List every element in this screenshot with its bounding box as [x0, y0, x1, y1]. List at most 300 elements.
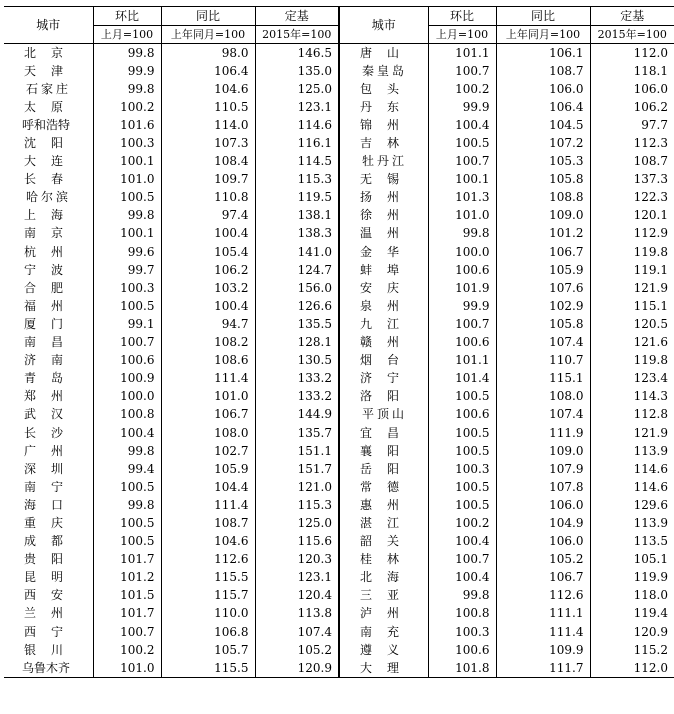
- base-header-right: 定基: [590, 7, 674, 26]
- mom-header-right: 环比: [428, 7, 496, 26]
- city-name-right: 蚌埠: [339, 261, 428, 279]
- yoy-value-right: 109.9: [496, 641, 590, 659]
- yoy-value: 110.8: [161, 189, 255, 207]
- base-value: 130.5: [255, 352, 339, 370]
- table-row: [4, 478, 674, 496]
- table-row: [4, 496, 674, 514]
- city-name: 银川: [24, 642, 79, 657]
- table-row: [4, 460, 674, 478]
- city-name-right: 襄阳: [339, 442, 428, 460]
- mom-value: 100.5: [93, 514, 161, 532]
- mom-value: 100.3: [93, 134, 161, 152]
- yoy-value-right: 111.7: [496, 659, 590, 678]
- city-name-right: 大理: [339, 659, 428, 678]
- table-row: [4, 533, 674, 551]
- mom-value: 100.9: [93, 370, 161, 388]
- base-value-right: 121.9: [590, 279, 674, 297]
- city-name-right: 温州: [339, 225, 428, 243]
- base-value-right: 112.8: [590, 406, 674, 424]
- city-name: 哈尔滨: [26, 190, 72, 205]
- mom-value: 100.6: [93, 352, 161, 370]
- city-name: 济南: [24, 353, 79, 368]
- mom-value-right: 101.8: [428, 659, 496, 678]
- city-name: 成都: [24, 534, 79, 549]
- table-row: [4, 659, 674, 678]
- table-row: [4, 388, 674, 406]
- base-value: 120.9: [255, 659, 339, 678]
- city-name: 兰州: [24, 606, 79, 621]
- table-row: [4, 424, 674, 442]
- city-name: 贵阳: [24, 552, 79, 567]
- mom-value-right: 100.4: [428, 569, 496, 587]
- city-name: 福州: [24, 298, 79, 313]
- city-name: 上海: [24, 208, 79, 223]
- base-value-right: 112.0: [590, 44, 674, 63]
- base-value-right: 121.9: [590, 424, 674, 442]
- table-body: [4, 44, 674, 678]
- base-subheader: 2015年=100: [255, 26, 339, 44]
- mom-value: 99.9: [93, 62, 161, 80]
- table-row: [4, 334, 674, 352]
- yoy-value: 106.7: [161, 406, 255, 424]
- table-row: [4, 442, 674, 460]
- mom-value: 100.5: [93, 189, 161, 207]
- yoy-value-right: 105.3: [496, 153, 590, 171]
- yoy-value: 100.4: [161, 297, 255, 315]
- base-value-right: 106.0: [590, 80, 674, 98]
- city-name: 长沙: [24, 425, 79, 440]
- city-name: 南昌: [24, 335, 79, 350]
- table-row: [4, 225, 674, 243]
- yoy-value: 104.6: [161, 80, 255, 98]
- city-name-right: 宜昌: [339, 424, 428, 442]
- mom-header: 环比: [93, 7, 161, 26]
- table-row: [4, 587, 674, 605]
- city-name-right: 济宁: [339, 370, 428, 388]
- base-value: 115.3: [255, 496, 339, 514]
- base-subheader-right: 2015年=100: [590, 26, 674, 44]
- mom-value-right: 101.1: [428, 352, 496, 370]
- city-name: 海口: [24, 497, 79, 512]
- city-name-right: 包头: [339, 80, 428, 98]
- yoy-value-right: 106.0: [496, 496, 590, 514]
- base-value: 128.1: [255, 334, 339, 352]
- base-value-right: 119.9: [590, 569, 674, 587]
- table-row: [4, 116, 674, 134]
- mom-value-right: 100.1: [428, 171, 496, 189]
- base-value-right: 112.3: [590, 134, 674, 152]
- yoy-value-right: 107.8: [496, 478, 590, 496]
- city-name-right: 牡丹江: [339, 153, 428, 171]
- yoy-value: 98.0: [161, 44, 255, 63]
- base-value-right: 119.8: [590, 352, 674, 370]
- base-value-right: 122.3: [590, 189, 674, 207]
- mom-value-right: 101.9: [428, 279, 496, 297]
- yoy-value-right: 106.0: [496, 533, 590, 551]
- mom-value: 99.8: [93, 442, 161, 460]
- city-name: 西宁: [24, 624, 79, 639]
- table-row: [4, 207, 674, 225]
- mom-value-right: 100.8: [428, 605, 496, 623]
- yoy-value: 108.0: [161, 424, 255, 442]
- mom-value-right: 100.0: [428, 243, 496, 261]
- yoy-value: 108.6: [161, 352, 255, 370]
- mom-subheader-right: 上月=100: [428, 26, 496, 44]
- table-row: [4, 352, 674, 370]
- base-value: 125.0: [255, 514, 339, 532]
- table-row: [4, 514, 674, 532]
- city-name-right: 锦州: [339, 116, 428, 134]
- table-row: [4, 569, 674, 587]
- table-row: [4, 641, 674, 659]
- city-name: 西安: [24, 588, 79, 603]
- table-row: [4, 134, 674, 152]
- yoy-value: 105.7: [161, 641, 255, 659]
- yoy-subheader-right: 上年同月=100: [496, 26, 590, 44]
- mom-value: 100.2: [93, 641, 161, 659]
- mom-value: 100.1: [93, 225, 161, 243]
- base-value: 121.0: [255, 478, 339, 496]
- base-value: 138.3: [255, 225, 339, 243]
- yoy-value-right: 111.1: [496, 605, 590, 623]
- base-value: 114.5: [255, 153, 339, 171]
- mom-value-right: 100.6: [428, 406, 496, 424]
- city-name-right: 泸州: [339, 605, 428, 623]
- city-name-right: 扬州: [339, 189, 428, 207]
- city-name-right: 南充: [339, 623, 428, 641]
- base-value-right: 137.3: [590, 171, 674, 189]
- base-value-right: 112.9: [590, 225, 674, 243]
- base-value-right: 120.9: [590, 623, 674, 641]
- table-row: [4, 551, 674, 569]
- mom-value-right: 100.3: [428, 623, 496, 641]
- table-row: [4, 189, 674, 207]
- yoy-value-right: 107.6: [496, 279, 590, 297]
- city-name-right: 惠州: [339, 496, 428, 514]
- yoy-header-right: 同比: [496, 7, 590, 26]
- base-value-right: 97.7: [590, 116, 674, 134]
- base-value-right: 118.1: [590, 62, 674, 80]
- table-row: [4, 315, 674, 333]
- base-value: 133.2: [255, 370, 339, 388]
- mom-value: 101.2: [93, 569, 161, 587]
- mom-value: 99.4: [93, 460, 161, 478]
- mom-value-right: 100.5: [428, 496, 496, 514]
- city-name-right: 赣州: [339, 334, 428, 352]
- city-name-right: 丹东: [339, 98, 428, 116]
- base-value-right: 113.9: [590, 442, 674, 460]
- city-name: 沈阳: [24, 136, 79, 151]
- city-name-right: 湛江: [339, 514, 428, 532]
- city-name-right: 北海: [339, 569, 428, 587]
- table-row: [4, 605, 674, 623]
- mom-value-right: 101.4: [428, 370, 496, 388]
- city-name: 武汉: [24, 407, 79, 422]
- mom-value-right: 100.2: [428, 80, 496, 98]
- base-header: 定基: [255, 7, 339, 26]
- yoy-value: 111.4: [161, 496, 255, 514]
- city-name-right: 秦皇岛: [339, 62, 428, 80]
- base-value-right: 105.1: [590, 551, 674, 569]
- mom-value-right: 100.7: [428, 551, 496, 569]
- city-name: 厦门: [24, 316, 79, 331]
- yoy-value-right: 111.4: [496, 623, 590, 641]
- base-value: 135.5: [255, 315, 339, 333]
- yoy-subheader: 上年同月=100: [161, 26, 255, 44]
- base-value-right: 119.8: [590, 243, 674, 261]
- mom-value: 99.1: [93, 315, 161, 333]
- mom-value-right: 100.6: [428, 334, 496, 352]
- base-value: 135.0: [255, 62, 339, 80]
- yoy-value: 94.7: [161, 315, 255, 333]
- base-value-right: 106.2: [590, 98, 674, 116]
- yoy-value: 100.4: [161, 225, 255, 243]
- yoy-value: 104.6: [161, 533, 255, 551]
- yoy-value: 108.7: [161, 514, 255, 532]
- base-value: 107.4: [255, 623, 339, 641]
- table-row: [4, 261, 674, 279]
- mom-value-right: 100.7: [428, 315, 496, 333]
- base-value: 125.0: [255, 80, 339, 98]
- yoy-header: 同比: [161, 7, 255, 26]
- yoy-value: 105.4: [161, 243, 255, 261]
- table-row: [4, 44, 674, 63]
- table-row: [4, 153, 674, 171]
- yoy-value-right: 106.4: [496, 98, 590, 116]
- yoy-value: 106.8: [161, 623, 255, 641]
- mom-value: 100.1: [93, 153, 161, 171]
- yoy-value: 108.2: [161, 334, 255, 352]
- base-value-right: 119.1: [590, 261, 674, 279]
- yoy-value: 97.4: [161, 207, 255, 225]
- mom-value: 100.8: [93, 406, 161, 424]
- base-value: 126.6: [255, 297, 339, 315]
- city-name-right: 韶关: [339, 533, 428, 551]
- yoy-value-right: 107.4: [496, 334, 590, 352]
- city-name: 南宁: [24, 479, 79, 494]
- mom-value: 101.7: [93, 605, 161, 623]
- yoy-value-right: 106.7: [496, 243, 590, 261]
- mom-value-right: 100.5: [428, 478, 496, 496]
- base-value-right: 120.5: [590, 315, 674, 333]
- mom-value-right: 99.9: [428, 98, 496, 116]
- mom-value-right: 100.6: [428, 261, 496, 279]
- base-value: 138.1: [255, 207, 339, 225]
- base-value-right: 129.6: [590, 496, 674, 514]
- base-value-right: 120.1: [590, 207, 674, 225]
- yoy-value-right: 104.9: [496, 514, 590, 532]
- yoy-value-right: 104.5: [496, 116, 590, 134]
- city-name-right: 平顶山: [339, 406, 428, 424]
- base-value-right: 118.0: [590, 587, 674, 605]
- yoy-value: 107.3: [161, 134, 255, 152]
- yoy-value-right: 106.7: [496, 569, 590, 587]
- mom-value-right: 99.9: [428, 297, 496, 315]
- city-name: 北京: [24, 45, 79, 60]
- mom-value: 100.5: [93, 533, 161, 551]
- yoy-value: 101.0: [161, 388, 255, 406]
- mom-value-right: 101.3: [428, 189, 496, 207]
- yoy-value: 105.9: [161, 460, 255, 478]
- table-row: [4, 279, 674, 297]
- city-name: 郑州: [24, 389, 79, 404]
- base-value-right: 121.6: [590, 334, 674, 352]
- mom-value: 99.8: [93, 80, 161, 98]
- mom-value: 101.5: [93, 587, 161, 605]
- city-name: 呼和浩特: [22, 117, 71, 132]
- base-value-right: 113.5: [590, 533, 674, 551]
- base-value-right: 123.4: [590, 370, 674, 388]
- yoy-value-right: 105.2: [496, 551, 590, 569]
- mom-value-right: 100.7: [428, 153, 496, 171]
- city-name-right: 三亚: [339, 587, 428, 605]
- yoy-value-right: 110.7: [496, 352, 590, 370]
- base-value-right: 108.7: [590, 153, 674, 171]
- mom-value: 99.8: [93, 207, 161, 225]
- city-name: 太原: [24, 99, 79, 114]
- mom-value: 101.6: [93, 116, 161, 134]
- yoy-value-right: 111.9: [496, 424, 590, 442]
- city-name-right: 无锡: [339, 171, 428, 189]
- mom-subheader: 上月=100: [93, 26, 161, 44]
- city-name-right: 金华: [339, 243, 428, 261]
- city-name: 重庆: [24, 515, 79, 530]
- table-row: [4, 62, 674, 80]
- table-row: [4, 243, 674, 261]
- base-value: 123.1: [255, 98, 339, 116]
- mom-value-right: 100.7: [428, 62, 496, 80]
- mom-value-right: 100.2: [428, 514, 496, 532]
- city-header-right: 城市: [339, 7, 428, 44]
- mom-value: 100.2: [93, 98, 161, 116]
- yoy-value: 108.4: [161, 153, 255, 171]
- city-name: 长春: [24, 172, 79, 187]
- city-name: 石家庄: [26, 81, 72, 96]
- mom-value: 101.0: [93, 659, 161, 678]
- city-name-right: 洛阳: [339, 388, 428, 406]
- mom-value-right: 100.5: [428, 424, 496, 442]
- yoy-value-right: 109.0: [496, 442, 590, 460]
- yoy-value-right: 107.9: [496, 460, 590, 478]
- city-name-right: 徐州: [339, 207, 428, 225]
- yoy-value: 114.0: [161, 116, 255, 134]
- yoy-value: 111.4: [161, 370, 255, 388]
- mom-value: 100.5: [93, 478, 161, 496]
- city-name: 南京: [24, 226, 79, 241]
- base-value: 120.4: [255, 587, 339, 605]
- mom-value: 100.5: [93, 297, 161, 315]
- yoy-value-right: 108.8: [496, 189, 590, 207]
- yoy-value: 110.0: [161, 605, 255, 623]
- base-value: 115.6: [255, 533, 339, 551]
- yoy-value: 102.7: [161, 442, 255, 460]
- city-name: 合肥: [24, 280, 79, 295]
- table-row: [4, 171, 674, 189]
- yoy-value: 115.5: [161, 569, 255, 587]
- city-name: 乌鲁木齐: [4, 659, 93, 678]
- yoy-value-right: 108.7: [496, 62, 590, 80]
- yoy-value: 103.2: [161, 279, 255, 297]
- city-name: 大连: [24, 154, 79, 169]
- base-value-right: 113.9: [590, 514, 674, 532]
- city-name-right: 泉州: [339, 297, 428, 315]
- base-value: 141.0: [255, 243, 339, 261]
- base-value: 120.3: [255, 551, 339, 569]
- base-value: 115.3: [255, 171, 339, 189]
- yoy-value-right: 107.2: [496, 134, 590, 152]
- mom-value: 100.7: [93, 623, 161, 641]
- base-value: 146.5: [255, 44, 339, 63]
- base-value: 133.2: [255, 388, 339, 406]
- city-name: 广州: [24, 443, 79, 458]
- mom-value-right: 100.5: [428, 134, 496, 152]
- table-row: [4, 370, 674, 388]
- base-value: 116.1: [255, 134, 339, 152]
- base-value: 119.5: [255, 189, 339, 207]
- table-row: [4, 98, 674, 116]
- yoy-value-right: 106.0: [496, 80, 590, 98]
- mom-value: 99.8: [93, 496, 161, 514]
- base-value: 113.8: [255, 605, 339, 623]
- base-value: 114.6: [255, 116, 339, 134]
- mom-value-right: 100.5: [428, 442, 496, 460]
- city-name-right: 岳阳: [339, 460, 428, 478]
- base-value-right: 115.2: [590, 641, 674, 659]
- base-value: 151.7: [255, 460, 339, 478]
- yoy-value: 109.7: [161, 171, 255, 189]
- table-row: [4, 406, 674, 424]
- mom-value-right: 100.6: [428, 641, 496, 659]
- yoy-value-right: 102.9: [496, 297, 590, 315]
- base-value-right: 114.6: [590, 478, 674, 496]
- yoy-value-right: 107.4: [496, 406, 590, 424]
- city-name-right: 吉林: [339, 134, 428, 152]
- table-row: [4, 80, 674, 98]
- mom-value-right: 101.1: [428, 44, 496, 63]
- mom-value: 101.0: [93, 171, 161, 189]
- yoy-value: 112.6: [161, 551, 255, 569]
- base-value: 151.1: [255, 442, 339, 460]
- mom-value: 99.6: [93, 243, 161, 261]
- table-row: [4, 297, 674, 315]
- city-name-right: 安庆: [339, 279, 428, 297]
- yoy-value: 106.4: [161, 62, 255, 80]
- base-value: 144.9: [255, 406, 339, 424]
- mom-value-right: 100.3: [428, 460, 496, 478]
- base-value: 105.2: [255, 641, 339, 659]
- yoy-value-right: 112.6: [496, 587, 590, 605]
- city-name-right: 烟台: [339, 352, 428, 370]
- yoy-value-right: 105.9: [496, 261, 590, 279]
- mom-value: 99.8: [93, 44, 161, 63]
- mom-value: 99.7: [93, 261, 161, 279]
- yoy-value: 106.2: [161, 261, 255, 279]
- mom-value: 100.0: [93, 388, 161, 406]
- mom-value-right: 99.8: [428, 225, 496, 243]
- city-name: 杭州: [24, 244, 79, 259]
- mom-value-right: 100.4: [428, 116, 496, 134]
- base-value-right: 112.0: [590, 659, 674, 678]
- yoy-value: 115.7: [161, 587, 255, 605]
- price-index-table: [4, 6, 674, 678]
- base-value-right: 115.1: [590, 297, 674, 315]
- base-value: 156.0: [255, 279, 339, 297]
- yoy-value-right: 106.1: [496, 44, 590, 63]
- base-value: 123.1: [255, 569, 339, 587]
- yoy-value-right: 115.1: [496, 370, 590, 388]
- yoy-value: 110.5: [161, 98, 255, 116]
- city-name: 深圳: [24, 461, 79, 476]
